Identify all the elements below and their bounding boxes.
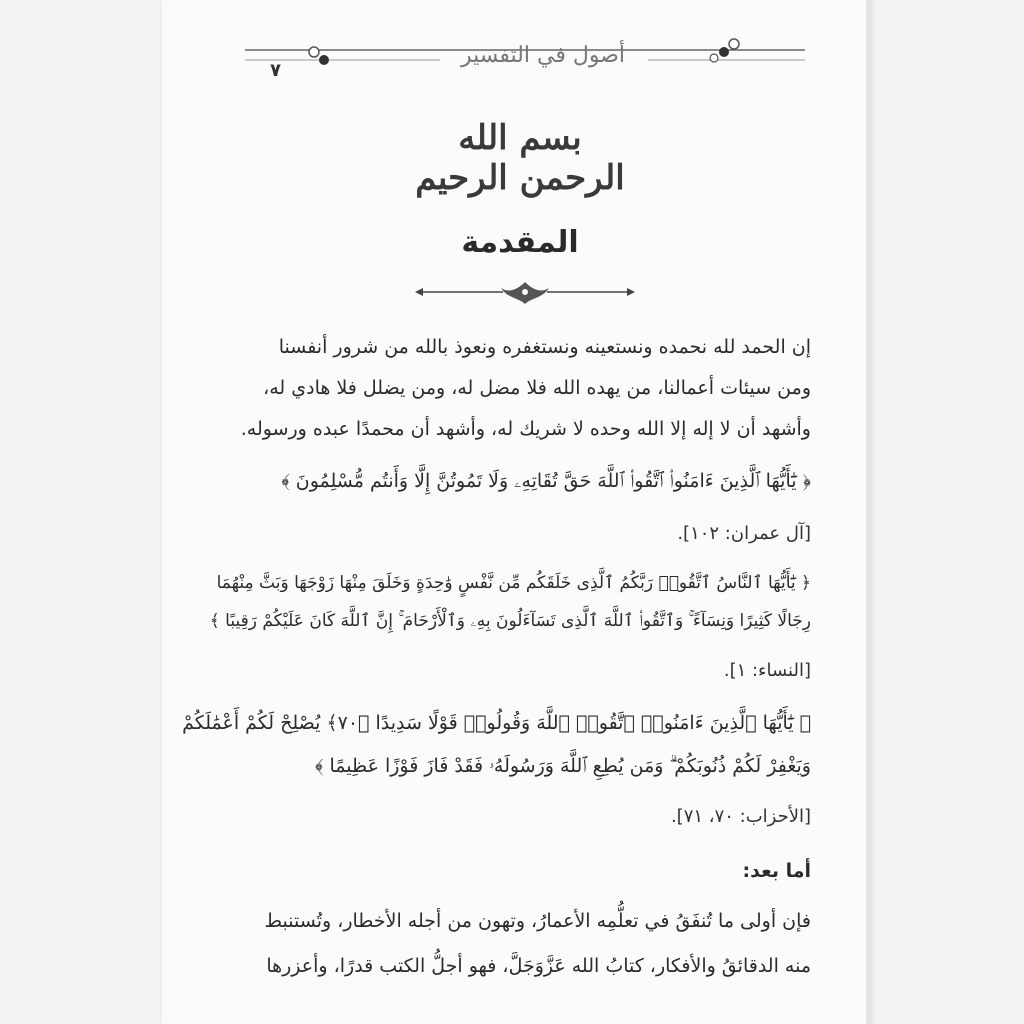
section-title: المقدمة bbox=[461, 225, 579, 260]
divider-ornament bbox=[415, 278, 635, 308]
quran-verse-2-line-1: ﴿ يَٰٓأَيُّهَا ٱلنَّاسُ ٱتَّقُوا۟ رَبَّكُمُ ٱلَّذِى خَلَقَكُم مِّن نَّفْسٍ وَٰحِدَةٍ وَخَلَقَ مِنْهَا زَوْجَهَا وَبَثَّ مِنْهُمَا bbox=[216, 573, 811, 593]
citation-al-imran: [آل عمران: ١٠٢]. bbox=[677, 523, 811, 544]
intro-line-3: وأشهد أن لا إله إلا الله وحده لا شريك له، وأشهد أن محمدًا عبده ورسوله. bbox=[240, 418, 811, 440]
quran-verse-2-line-2: رِجَالًا كَثِيرًا وَنِسَآءً ۚ وَٱتَّقُوا۟ ٱللَّهَ ٱلَّذِى تَسَآءَلُونَ بِهِۦ وَٱلْأَرْحَامَ ۚ إِنَّ ٱللَّهَ كَانَ عَلَيْكُمْ رَقِيبًا ﴾ bbox=[209, 611, 811, 631]
citation-an-nisa: [النساء: ١]. bbox=[723, 660, 811, 681]
closing-line-1: فإن أولى ما تُنفَقُ في تعلُّمِه الأعمارُ، وتهون من أجله الأخطار، وتُستنبط bbox=[264, 910, 811, 932]
quran-verse-1: ﴿ يَٰٓأَيُّهَا ٱلَّذِينَ ءَامَنُوا۟ ٱتَّقُوا۟ ٱللَّهَ حَقَّ تُقَاتِهِۦ وَلَا تَمُوتُنَّ إِلَّا وَأَنتُم مُّسْلِمُونَ ﴾ bbox=[281, 470, 811, 492]
amma-bad-heading: أما بعد: bbox=[742, 860, 811, 882]
quran-verse-3-line-2: وَيَغْفِرْ لَكُمْ ذُنُوبَكُمْ ۗ وَمَن يُطِعِ ٱللَّهَ وَرَسُولَهُۥ فَقَدْ فَازَ فَوْزًا عَظِيمًا ﴾ bbox=[315, 755, 811, 777]
quran-verse-3-line-1: ﴿ يَٰٓأَيُّهَا ٱلَّذِينَ ءَامَنُوا۟ ٱتَّقُوا۟ ٱللَّهَ وَقُولُوا۟ قَوْلًا سَدِيدًا ﴿٧٠﴾ يُصْلِحْ لَكُمْ أَعْمَٰلَكُمْ bbox=[182, 712, 811, 734]
basmala-calligraphy: بسم الله الرحمن الرحيم bbox=[415, 118, 625, 198]
intro-line-1: إن الحمد لله نحمده ونستعينه ونستغفره ونعوذ بالله من شرور أنفسنا bbox=[278, 336, 811, 358]
closing-line-2: منه الدقائقُ والأفكار، كتابُ الله عَزَّوَجَلَّ، فهو أجلُّ الكتب قدرًا، وأعزرها bbox=[266, 955, 811, 977]
intro-line-2: ومن سيئات أعمالنا، من يهده الله فلا مضل له، ومن يضلل فلا هادي له، bbox=[263, 377, 811, 399]
page-edge bbox=[866, 0, 872, 1024]
page-number: ٧ bbox=[270, 60, 281, 81]
running-title: أصول في التفسير bbox=[461, 43, 625, 68]
citation-al-ahzab: [الأحزاب: ٧٠، ٧١]. bbox=[670, 806, 811, 827]
